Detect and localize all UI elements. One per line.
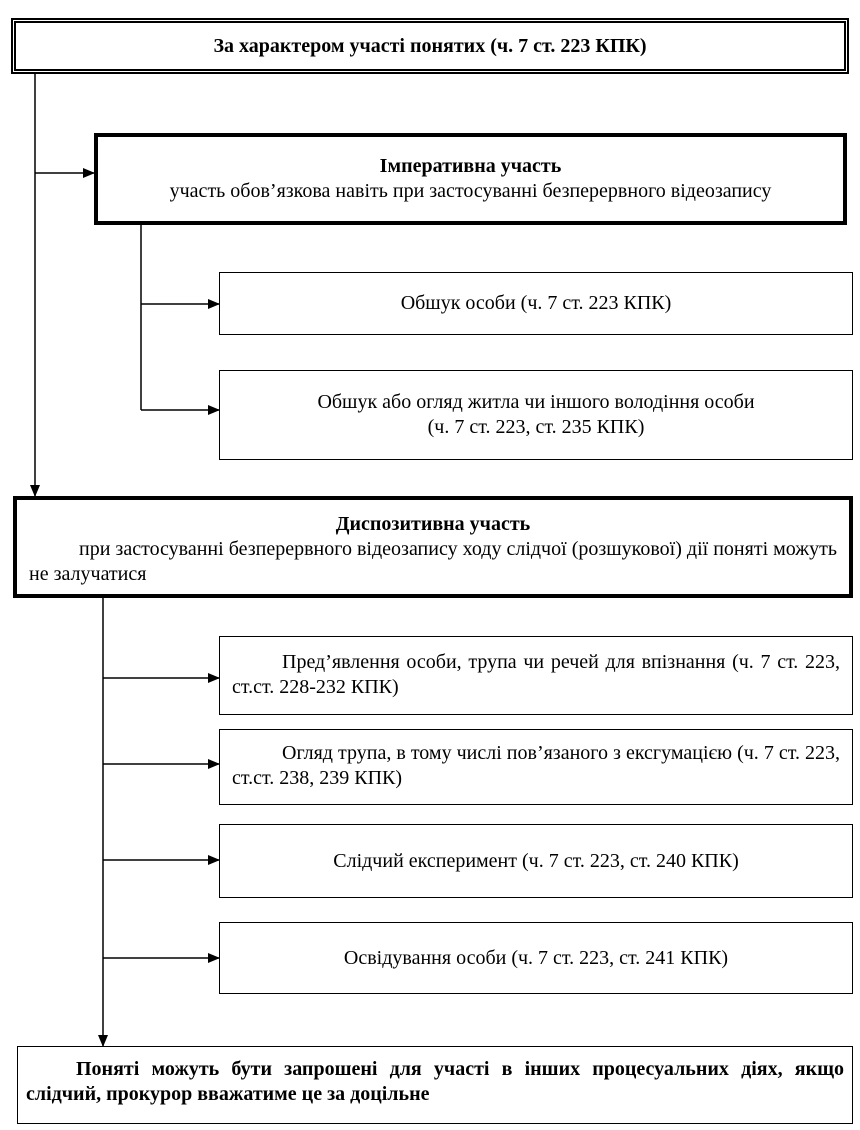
- dispositive-item-4-text: Освідування особи (ч. 7 ст. 223, ст. 241 КПК): [343, 946, 729, 969]
- dispositive-item-2-text: Огляд трупа, в тому числі пов’язаного з ексгумацією (ч. 7 ст. 223, ст.ст. 238, 239 КПК): [232, 742, 840, 789]
- imperative-item-2: [219, 370, 853, 460]
- imperative-item-2-line1: Обшук або огляд житла чи іншого володіння особи: [317, 391, 755, 413]
- dispositive-item-3-text: Слідчий експеримент (ч. 7 ст. 223, ст. 240 КПК): [333, 849, 739, 872]
- dispositive-item-1: [219, 636, 853, 715]
- header-title: За характером участі понятих (ч. 7 ст. 223 КПК): [213, 34, 647, 57]
- imperative-title: Імперативна участь: [379, 155, 562, 177]
- imperative-item-1: [219, 272, 853, 335]
- imperative-item-2-line2: (ч. 7 ст. 223, ст. 235 КПК): [427, 416, 645, 438]
- imperative-description: участь обов’язкова навіть при застосуванні безперервного відеозапису: [169, 180, 772, 202]
- imperative-box: [94, 133, 847, 225]
- dispositive-item-2: [219, 729, 853, 805]
- dispositive-item-1-text: Пред’явлення особи, трупа чи речей для впізнання (ч. 7 ст. 223, ст.ст. 228-232 КПК): [232, 651, 840, 698]
- dispositive-box: [13, 496, 853, 598]
- dispositive-item-4: [219, 922, 853, 994]
- footer-text: Поняті можуть бути запрошені для участі в інших процесуальних діях, якщо слідчий, прокурор вважатиме це за доцільне: [26, 1058, 844, 1105]
- footer-box: [17, 1046, 853, 1124]
- dispositive-item-3: [219, 824, 853, 898]
- dispositive-title: Диспозитивна участь: [335, 513, 531, 535]
- header-box: [11, 18, 849, 74]
- imperative-item-1-text: Обшук особи (ч. 7 ст. 223 КПК): [400, 292, 672, 314]
- dispositive-description: при застосуванні безперервного відеозапису ходу слідчої (розшукової) дії поняті можуть не залучатися: [29, 538, 837, 585]
